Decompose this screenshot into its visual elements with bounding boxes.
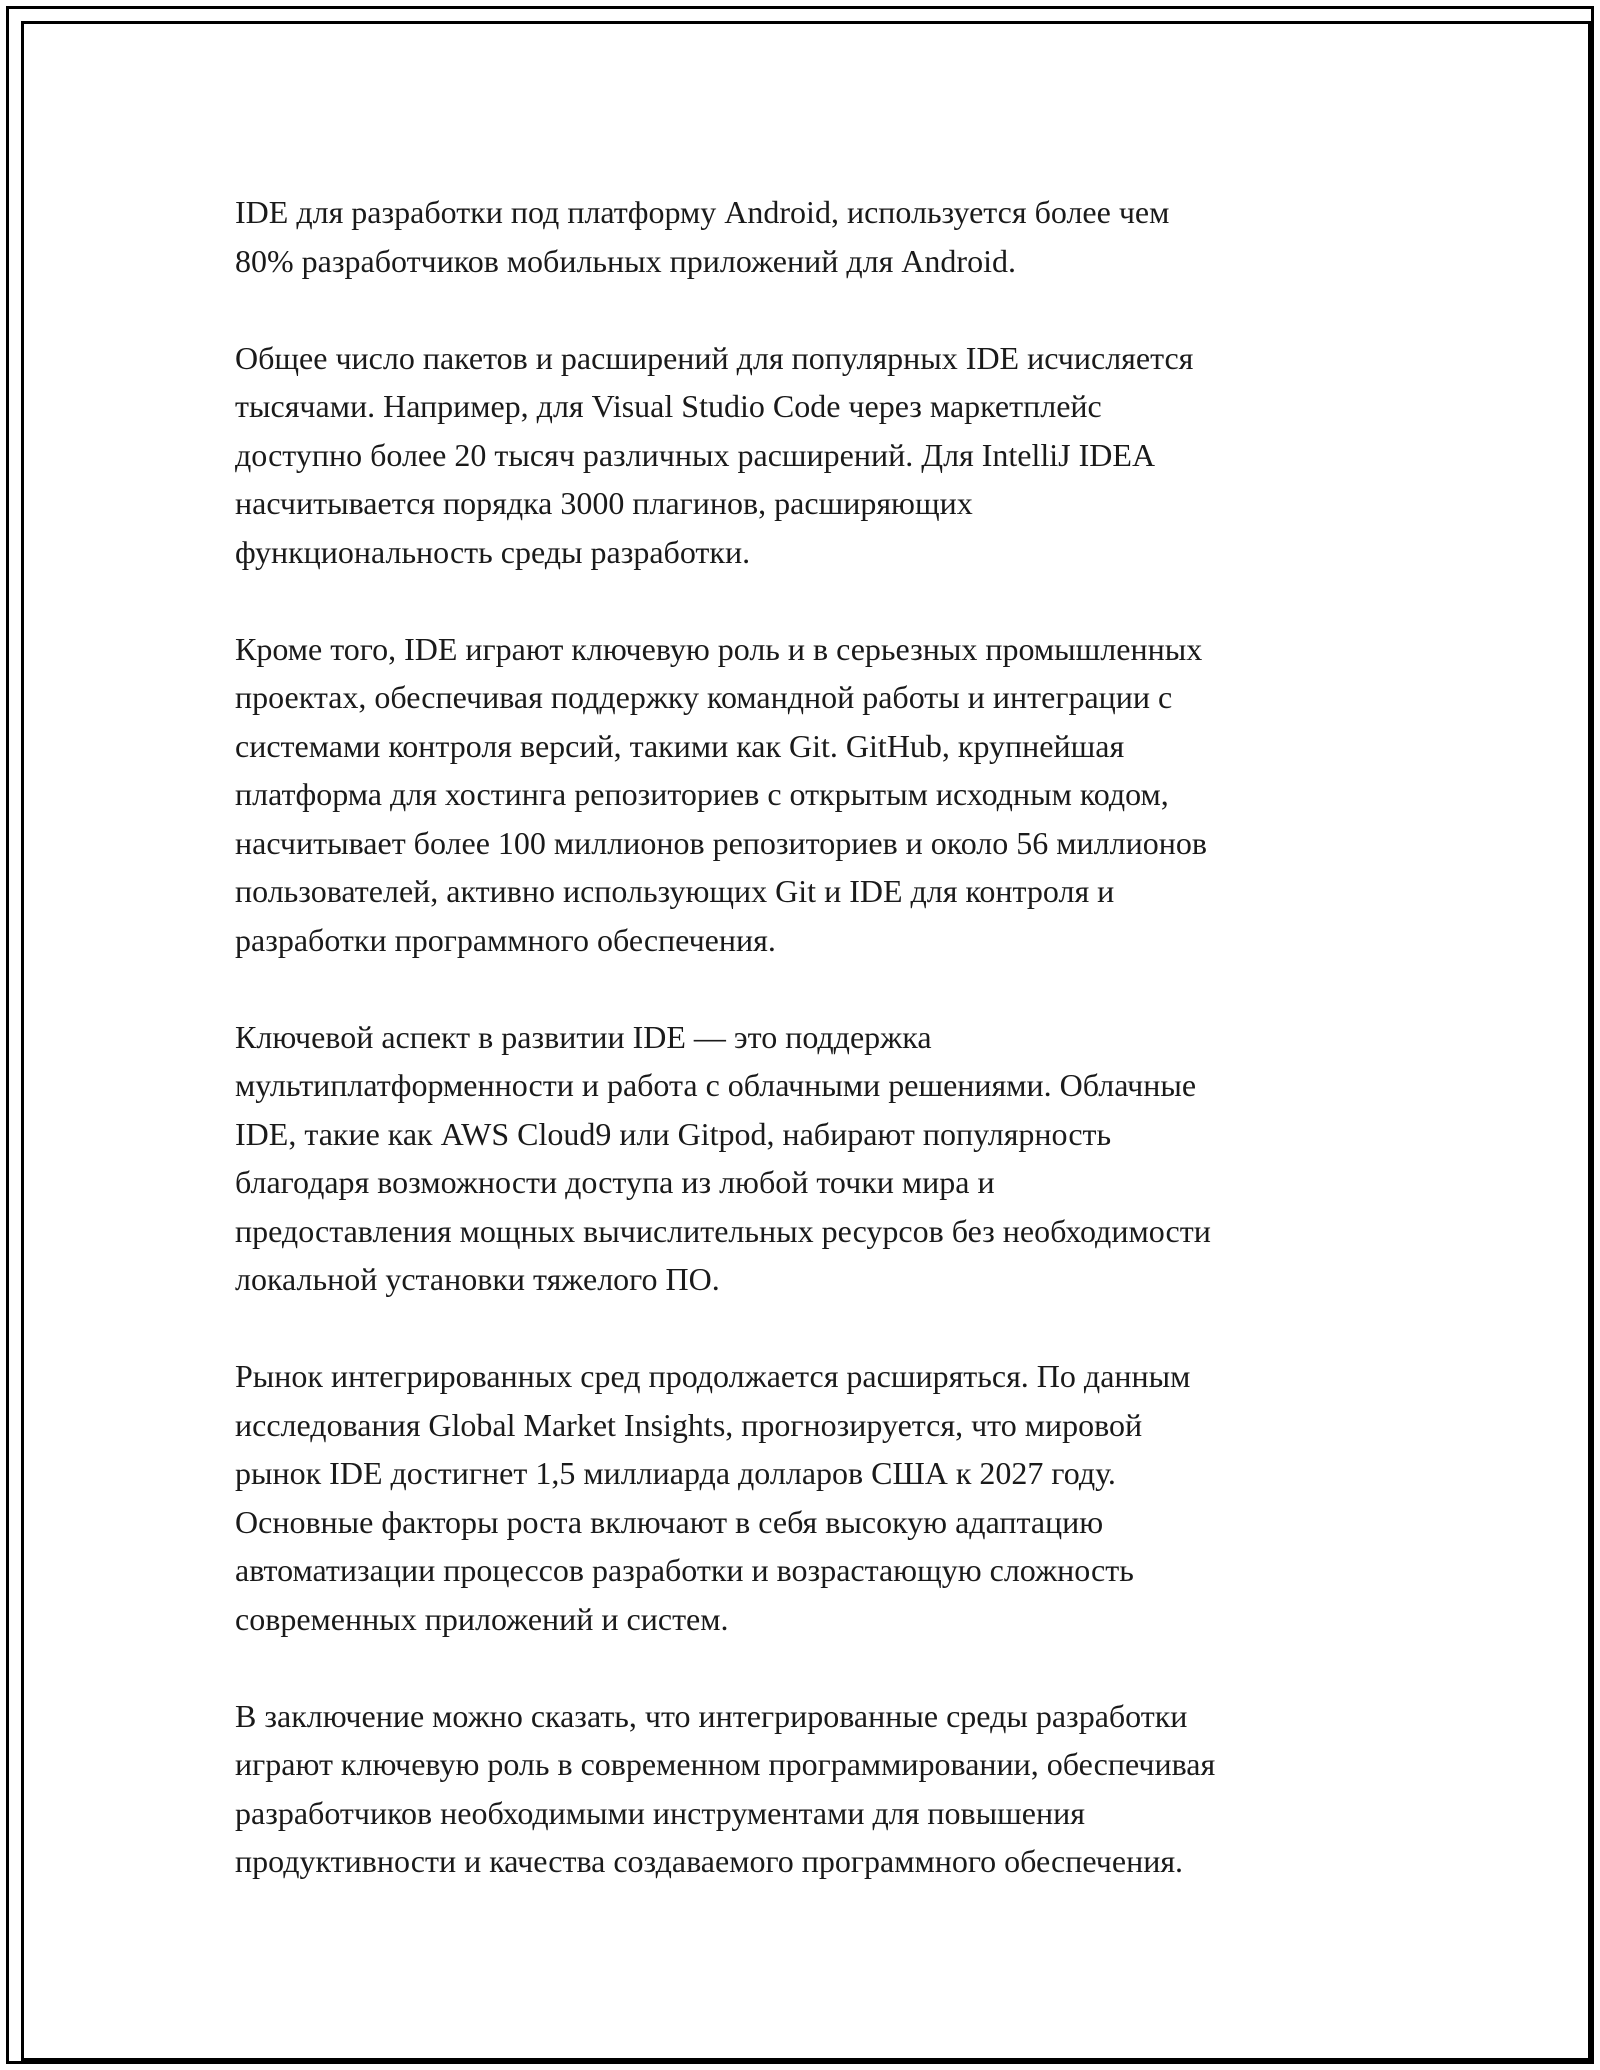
text-line: пользователей, активно использующих Git и IDE для контроля и — [235, 873, 1115, 909]
text-line: локальной установки тяжелого ПО. — [235, 1261, 720, 1297]
text-line: В заключение можно сказать, что интегрированные среды разработки — [235, 1697, 1188, 1734]
paragraph-market — [235, 1352, 1395, 1643]
paragraph-extensions — [235, 334, 1395, 577]
text-line: Кроме того, IDE играют ключевую роль и в серьезных промышленных — [235, 630, 1203, 667]
text-line: доступно более 20 тысяч различных расширений. Для IntelliJ IDEA — [235, 436, 1156, 473]
text-line: исследования Global Market Insights, прогнозируется, что мировой — [235, 1406, 1143, 1443]
text-line: Рынок интегрированных сред продолжается расширяться. По данным — [235, 1358, 1191, 1394]
text-line: системами контроля версий, такими как Git. GitHub, крупнейшая — [235, 727, 1125, 764]
text-line: играют ключевую роль в современном программировании, обеспечивая — [235, 1746, 1216, 1782]
text-line: Общее число пакетов и расширений для популярных IDE исчисляется — [235, 339, 1194, 376]
paragraph-industrial-projects — [235, 625, 1395, 965]
text-line: тысячами. Например, для Visual Studio Code через маркетплейс — [235, 388, 1102, 424]
paragraph-cloud-ide — [235, 1013, 1395, 1304]
text-line: платформа для хостинга репозиториев с открытым исходным кодом, — [235, 776, 1169, 812]
text-line: современных приложений и систем. — [235, 1600, 729, 1637]
document-body — [235, 188, 1395, 1934]
text-line: Основные факторы роста включают в себя высокую адаптацию — [235, 1503, 1104, 1540]
text-line: насчитывается порядка 3000 плагинов, расширяющих — [235, 485, 973, 521]
text-line: автоматизации процессов разработки и возрастающую сложность — [235, 1552, 1134, 1588]
text-line: предоставления мощных вычислительных ресурсов без необходимости — [235, 1212, 1211, 1249]
text-line: мультиплатформенности и работа с облачными решениями. Облачные — [235, 1067, 1197, 1103]
text-line: IDE для разработки под платформу Android, используется более чем — [235, 194, 1170, 230]
text-line: IDE, такие как AWS Cloud9 или Gitpod, набирают популярность — [235, 1115, 1112, 1152]
text-line: функциональность среды разработки. — [235, 533, 751, 570]
text-line: Ключевой аспект в развитии IDE — это поддержка — [235, 1018, 932, 1055]
paragraph-android-ide — [235, 188, 1395, 285]
paragraph-conclusion — [235, 1692, 1395, 1886]
text-line: 80% разработчиков мобильных приложений для Android. — [235, 242, 1016, 279]
text-line: рынок IDE достигнет 1,5 миллиарда долларов США к 2027 году. — [235, 1455, 1116, 1491]
text-line: благодаря возможности доступа из любой точки мира и — [235, 1164, 995, 1200]
text-line: разработки программного обеспечения. — [235, 921, 776, 958]
text-line: проектах, обеспечивая поддержку командной работы и интеграции с — [235, 679, 1173, 715]
text-line: разработчиков необходимыми инструментами для повышения — [235, 1794, 1085, 1831]
text-line: насчитывает более 100 миллионов репозиториев и около 56 миллионов — [235, 824, 1207, 861]
text-line: продуктивности и качества создаваемого программного обеспечения. — [235, 1843, 1184, 1879]
